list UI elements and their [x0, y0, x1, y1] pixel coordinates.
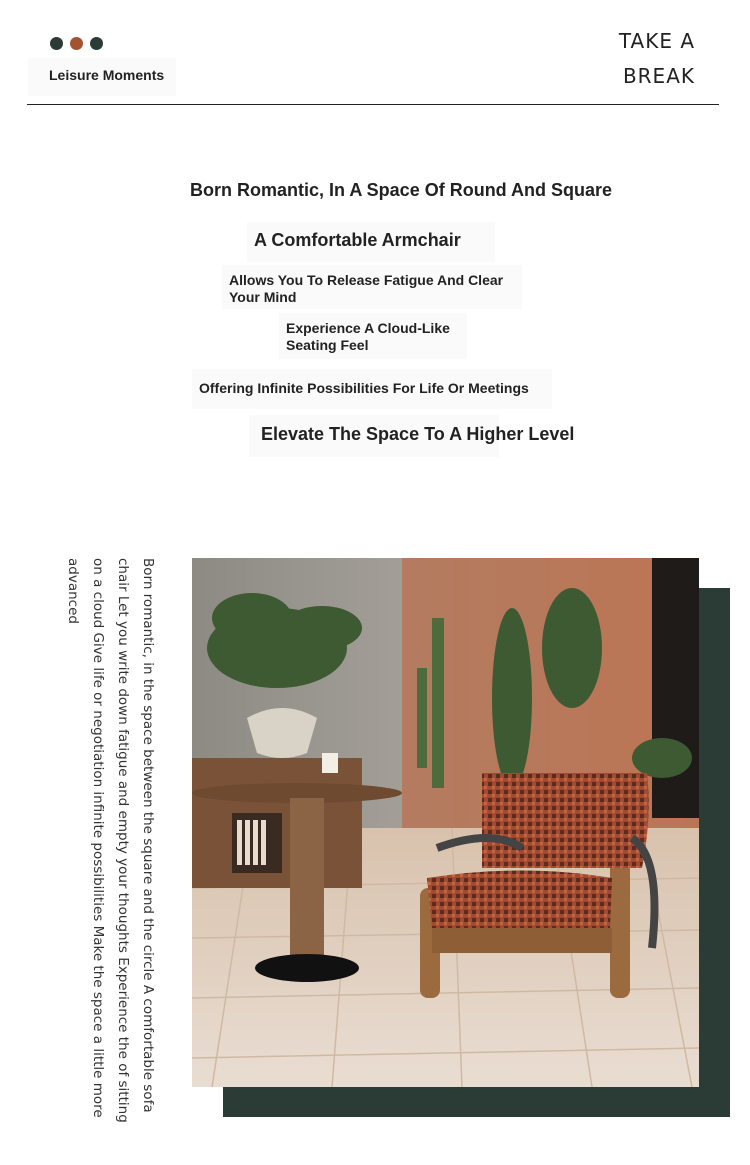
headline-6: Elevate The Space To A Higher Level	[249, 415, 499, 457]
headline-5: Offering Infinite Possibilities For Life Or Meetings	[192, 369, 552, 409]
dot-1	[50, 37, 63, 50]
brand-label: Leisure Moments	[28, 58, 176, 96]
headline-2: A Comfortable Armchair	[247, 222, 495, 262]
headline-3: Allows You To Release Fatigue And Clear Your Mind	[222, 265, 522, 309]
header-divider	[27, 104, 719, 105]
headline-1: Born Romantic, In A Space Of Round And Square	[190, 180, 613, 200]
tagline-line-1: TAKE A	[618, 29, 695, 53]
tagline	[619, 24, 695, 94]
decorative-dots	[50, 37, 103, 50]
tagline-line-2: BREAK	[622, 64, 695, 88]
headline-4: Experience A Cloud-Like Seating Feel	[279, 313, 467, 359]
vertical-description: Born romantic, in the space between the square and the circle A comfortable sofa chair Let you write down fatigue and empty your thoughts Experience the of sitting on a cloud Give life or negotiation infinite possibilities Make the space a little more advanced	[65, 558, 156, 1123]
product-photo	[192, 558, 699, 1087]
dot-2	[70, 37, 83, 50]
armchair-room-illustration	[192, 558, 699, 1087]
dot-3	[90, 37, 103, 50]
